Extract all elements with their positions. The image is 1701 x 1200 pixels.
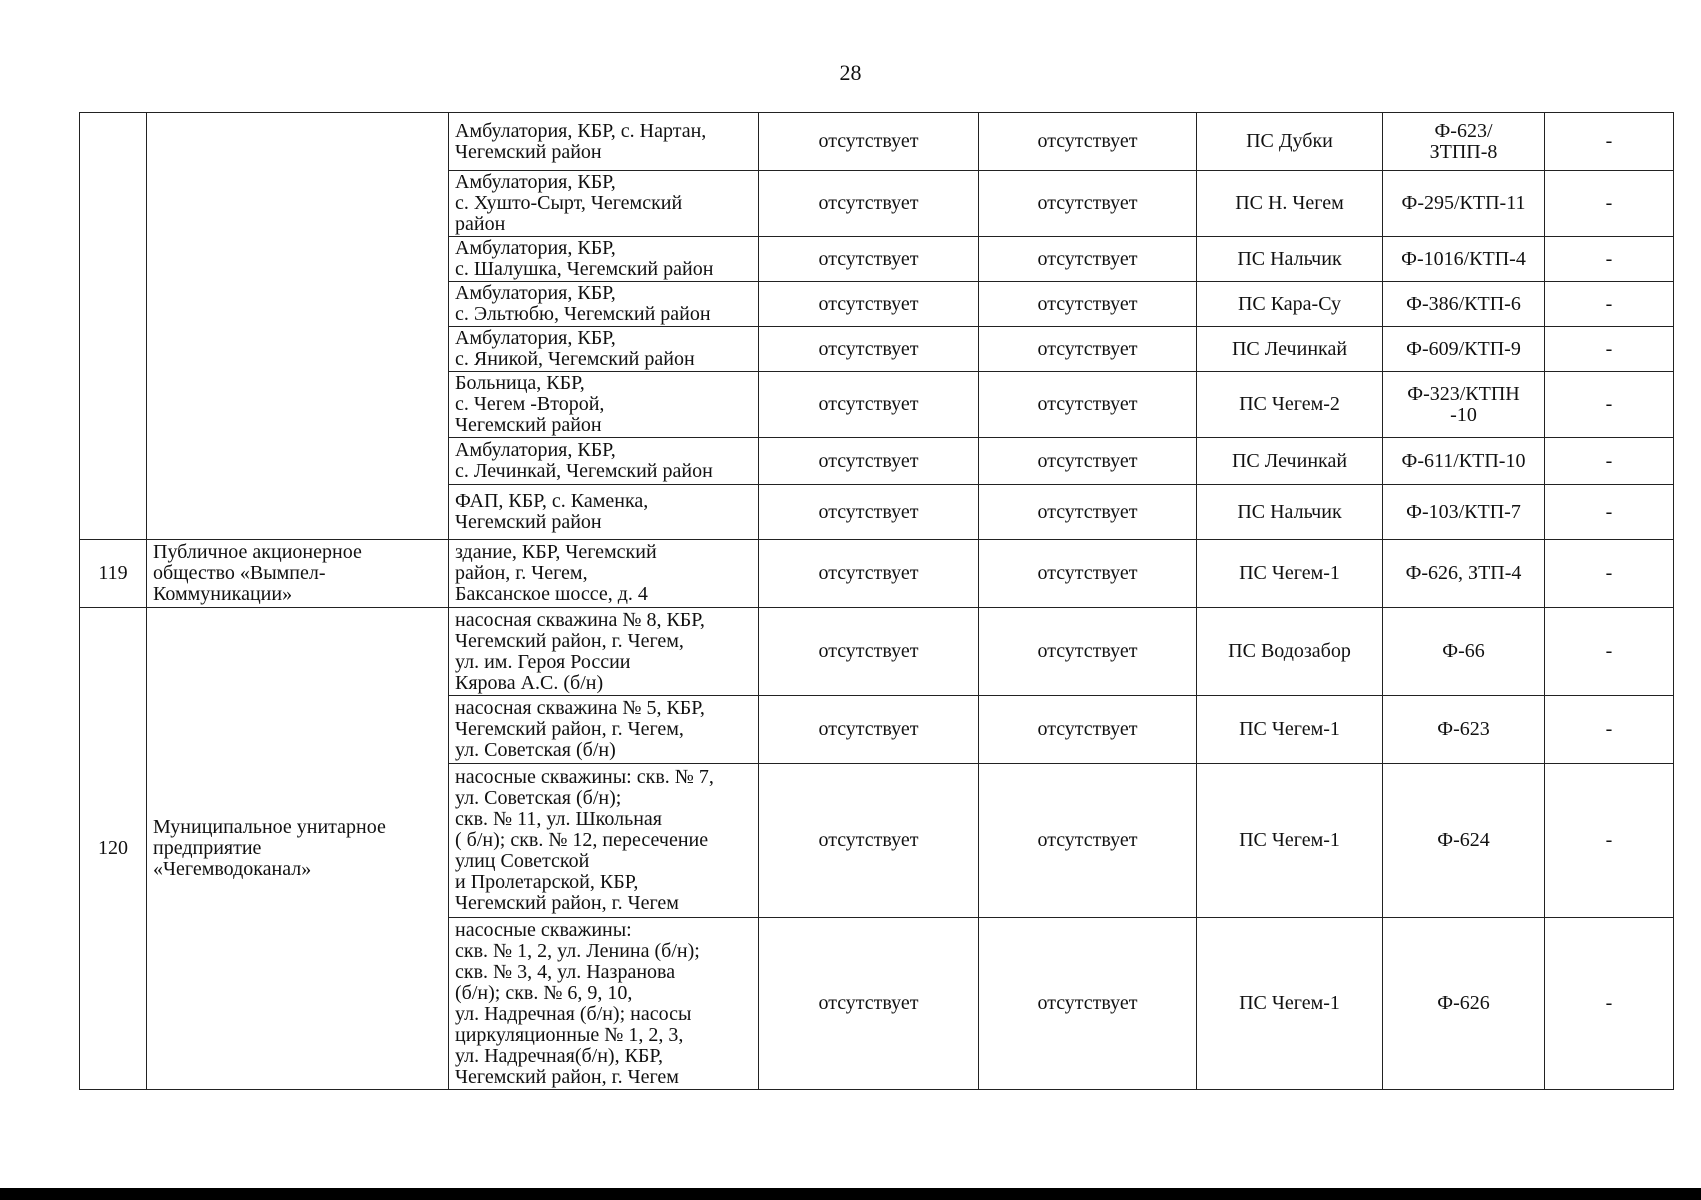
facilities-table	[79, 112, 1674, 1090]
cell-substation: ПС Нальчик	[1197, 485, 1383, 540]
cell-object: насосная скважина № 5, КБР, Чегемский район, г. Чегем, ул. Советская (б/н)	[449, 696, 759, 764]
cell-col4: отсутствует	[759, 113, 979, 171]
cell-col5: отсутствует	[979, 485, 1197, 540]
cell-substation: ПС Лечинкай	[1197, 438, 1383, 485]
cell-col4: отсутствует	[759, 918, 979, 1090]
cell-col5: отсутствует	[979, 237, 1197, 282]
cell-col4: отсутствует	[759, 764, 979, 918]
cell-last: -	[1545, 113, 1674, 171]
cell-substation: ПС Кара-Су	[1197, 282, 1383, 327]
cell-object: Амбулатория, КБР, с. Хушто-Сырт, Чегемский район	[449, 171, 759, 237]
cell-col4: отсутствует	[759, 696, 979, 764]
cell-object: Амбулатория, КБР, с. Яникой, Чегемский район	[449, 327, 759, 372]
cell-object: Больница, КБР, с. Чегем -Второй, Чегемский район	[449, 372, 759, 438]
table-row	[80, 608, 1674, 696]
cell-feeder: Ф-386/КТП-6	[1383, 282, 1545, 327]
cell-feeder: Ф-323/КТПН -10	[1383, 372, 1545, 438]
table-row	[80, 540, 1674, 608]
cell-col5: отсутствует	[979, 438, 1197, 485]
cell-last: -	[1545, 696, 1674, 764]
cell-col5: отсутствует	[979, 764, 1197, 918]
cell-col4: отсутствует	[759, 282, 979, 327]
cell-substation: ПС Н. Чегем	[1197, 171, 1383, 237]
cell-substation: ПС Нальчик	[1197, 237, 1383, 282]
cell-organization: Муниципальное унитарное предприятие «Чегемводоканал»	[147, 608, 449, 1090]
page-number: 28	[839, 60, 862, 85]
cell-organization-empty	[147, 113, 449, 540]
cell-feeder: Ф-1016/КТП-4	[1383, 237, 1545, 282]
cell-last: -	[1545, 237, 1674, 282]
cell-last: -	[1545, 438, 1674, 485]
cell-last: -	[1545, 485, 1674, 540]
cell-col4: отсутствует	[759, 372, 979, 438]
cell-substation: ПС Чегем-1	[1197, 696, 1383, 764]
cell-number: 119	[80, 540, 147, 608]
cell-substation: ПС Водозабор	[1197, 608, 1383, 696]
cell-object: насосная скважина № 8, КБР, Чегемский район, г. Чегем, ул. им. Героя России Кярова А.С. (б/н)	[449, 608, 759, 696]
cell-feeder: Ф-611/КТП-10	[1383, 438, 1545, 485]
cell-number: 120	[80, 608, 147, 1090]
cell-feeder: Ф-624	[1383, 764, 1545, 918]
cell-object: ФАП, КБР, с. Каменка, Чегемский район	[449, 485, 759, 540]
cell-object: Амбулатория, КБР, с. Шалушка, Чегемский район	[449, 237, 759, 282]
cell-last: -	[1545, 608, 1674, 696]
cell-last: -	[1545, 171, 1674, 237]
cell-substation: ПС Чегем-1	[1197, 764, 1383, 918]
cell-col4: отсутствует	[759, 540, 979, 608]
cell-feeder: Ф-626	[1383, 918, 1545, 1090]
table-row	[80, 113, 1674, 171]
cell-feeder: Ф-66	[1383, 608, 1545, 696]
cell-col4: отсутствует	[759, 608, 979, 696]
cell-last: -	[1545, 372, 1674, 438]
cell-col5: отсутствует	[979, 282, 1197, 327]
cell-col5: отсутствует	[979, 540, 1197, 608]
cell-col4: отсутствует	[759, 485, 979, 540]
cell-object: здание, КБР, Чегемский район, г. Чегем, Баксанское шоссе, д. 4	[449, 540, 759, 608]
cell-substation: ПС Дубки	[1197, 113, 1383, 171]
cell-col5: отсутствует	[979, 918, 1197, 1090]
cell-col5: отсутствует	[979, 113, 1197, 171]
cell-feeder: Ф-623	[1383, 696, 1545, 764]
cell-substation: ПС Чегем-2	[1197, 372, 1383, 438]
cell-col4: отсутствует	[759, 171, 979, 237]
cell-feeder: Ф-609/КТП-9	[1383, 327, 1545, 372]
cell-col4: отсутствует	[759, 237, 979, 282]
cell-feeder: Ф-626, ЗТП-4	[1383, 540, 1545, 608]
cell-feeder: Ф-295/КТП-11	[1383, 171, 1545, 237]
cell-feeder: Ф-103/КТП-7	[1383, 485, 1545, 540]
cell-col5: отсутствует	[979, 372, 1197, 438]
cell-last: -	[1545, 540, 1674, 608]
cell-col5: отсутствует	[979, 327, 1197, 372]
cell-object: насосные скважины: скв. № 7, ул. Советская (б/н); скв. № 11, ул. Школьная ( б/н); скв. № 12, пересечение улиц Советской и Пролетарской, КБР, Чегемский район, г. Чегем	[449, 764, 759, 918]
cell-col5: отсутствует	[979, 171, 1197, 237]
cell-feeder: Ф-623/ ЗТПП-8	[1383, 113, 1545, 171]
cell-col4: отсутствует	[759, 327, 979, 372]
cell-last: -	[1545, 327, 1674, 372]
cell-object: Амбулатория, КБР, с. Лечинкай, Чегемский район	[449, 438, 759, 485]
cell-number-empty	[80, 113, 147, 540]
scan-bottom-border	[0, 1188, 1701, 1200]
cell-last: -	[1545, 918, 1674, 1090]
cell-last: -	[1545, 282, 1674, 327]
cell-organization: Публичное акционерное общество «Вымпел- Коммуникации»	[147, 540, 449, 608]
cell-object: Амбулатория, КБР, с. Нартан, Чегемский район	[449, 113, 759, 171]
cell-substation: ПС Чегем-1	[1197, 540, 1383, 608]
cell-object: Амбулатория, КБР, с. Эльтюбю, Чегемский район	[449, 282, 759, 327]
cell-last: -	[1545, 764, 1674, 918]
cell-object: насосные скважины: скв. № 1, 2, ул. Ленина (б/н); скв. № 3, 4, ул. Назранова (б/н); скв. № 6, 9, 10, ул. Надречная (б/н); насосы циркуляционные № 1, 2, 3, ул. Надречная(б/н), КБР, Чегемский район, г. Чегем	[449, 918, 759, 1090]
cell-col4: отсутствует	[759, 438, 979, 485]
cell-substation: ПС Чегем-1	[1197, 918, 1383, 1090]
cell-substation: ПС Лечинкай	[1197, 327, 1383, 372]
cell-col5: отсутствует	[979, 608, 1197, 696]
cell-col5: отсутствует	[979, 696, 1197, 764]
